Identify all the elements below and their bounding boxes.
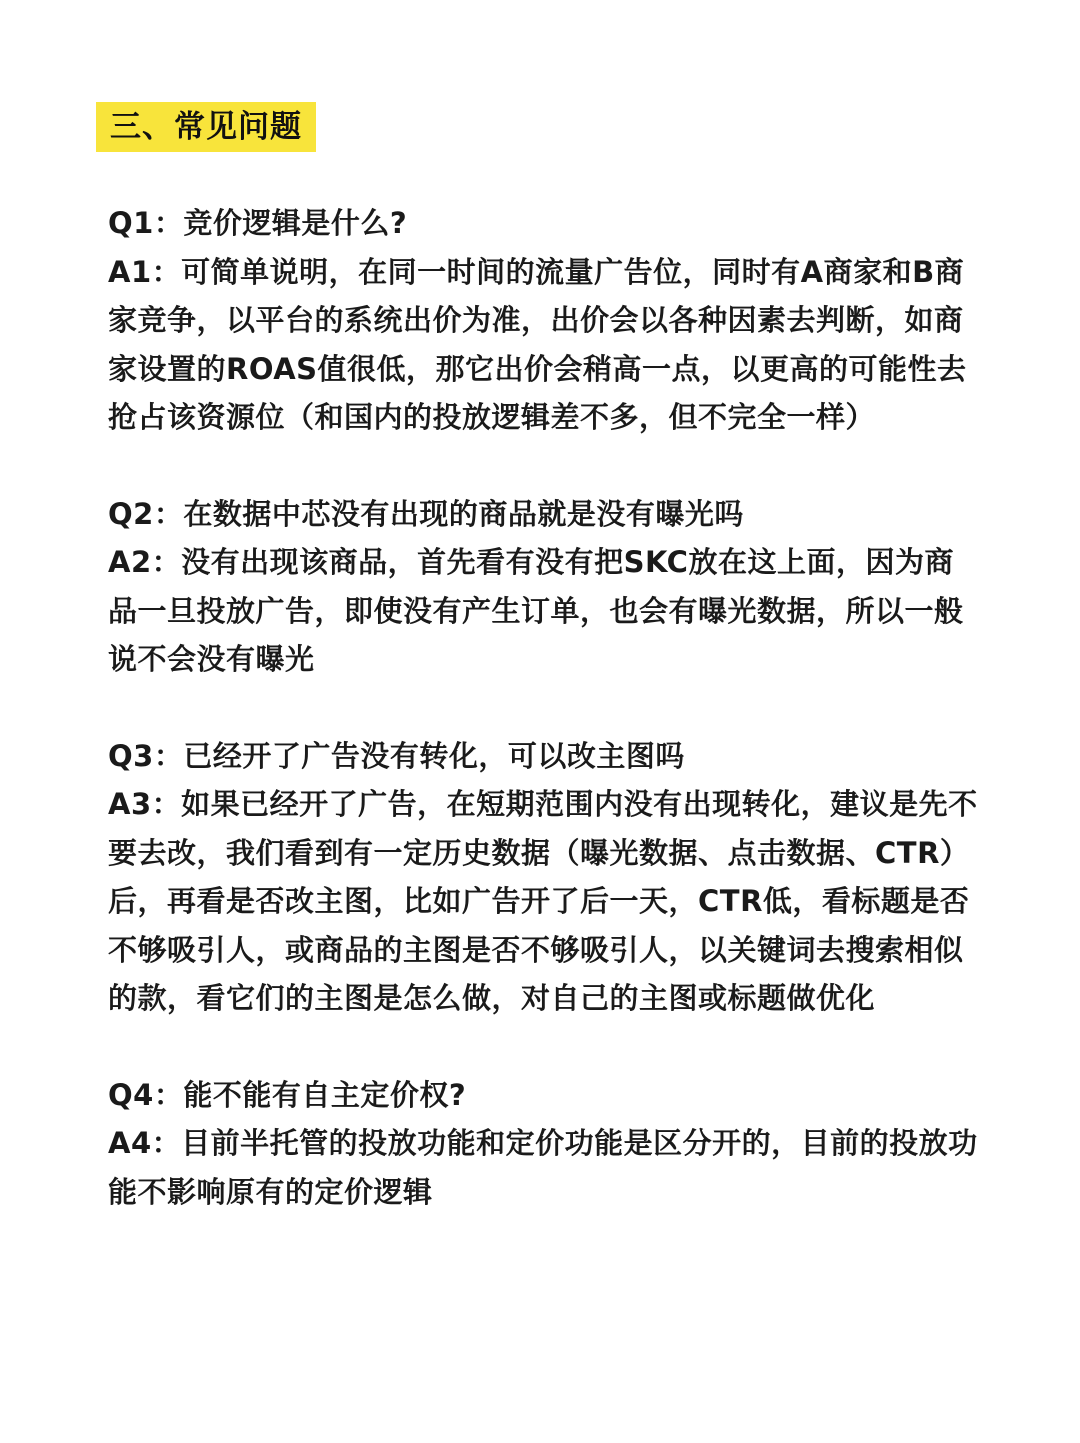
answer-3: A3：如果已经开了广告，在短期范围内没有出现转化，建议是先不要去改，我们看到有一定历史数据（曝光数据、点击数据、CTR）后，再看是否改主图，比如广告开了后一天，CTR低，看标题是否不够吸引人，或商品的主图是否不够吸引人，以关键词去搜索相似的款，看它们的主图是怎么做，对自己的主图或标题做优化 bbox=[108, 787, 978, 1015]
qa-item-4 bbox=[108, 1071, 978, 1217]
answer-2: A2：没有出现该商品，首先看有没有把SKC放在这上面，因为商品一旦投放广告，即使没有产生订单，也会有曝光数据，所以一般说不会没有曝光 bbox=[108, 545, 964, 676]
question-3: Q3：已经开了广告没有转化，可以改主图吗 bbox=[108, 738, 685, 773]
answer-4: A4：目前半托管的投放功能和定价功能是区分开的，目前的投放功能不影响原有的定价逻辑 bbox=[108, 1126, 978, 1209]
section-title: 三、常见问题 bbox=[96, 102, 316, 152]
qa-item-3 bbox=[108, 732, 978, 1023]
question-2: Q2：在数据中芯没有出现的商品就是没有曝光吗 bbox=[108, 496, 744, 531]
question-4: Q4：能不能有自主定价权? bbox=[108, 1077, 467, 1112]
question-1: Q1：竞价逻辑是什么? bbox=[108, 206, 408, 240]
qa-list bbox=[108, 199, 978, 1264]
qa-item-1 bbox=[108, 199, 978, 442]
qa-item-2 bbox=[108, 490, 978, 684]
answer-1: A1：可简单说明，在同一时间的流量广告位，同时有A商家和B商家竞争，以平台的系统出价为准，出价会以各种因素去判断，如商家设置的ROAS值很低，那它出价会稍高一点，以更高的可能性去抢占该资源位（和国内的投放逻辑差不多，但不完全一样） bbox=[108, 254, 967, 434]
